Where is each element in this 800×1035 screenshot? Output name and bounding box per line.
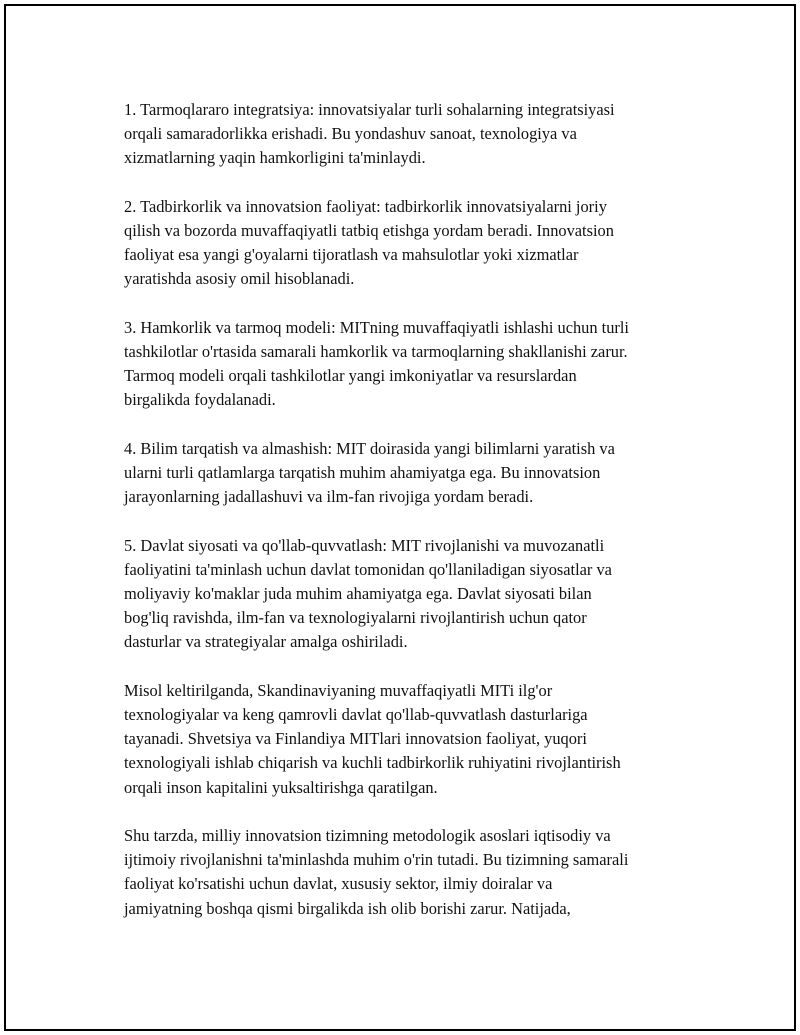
paragraph-6: Misol keltirilganda, Skandinaviyaning muvaffaqiyatli MITi ilg'or texnologiyalar va keng qamrovli davlat qo'llab-quvvatlash dasturlariga tayanadi. Shvetsiya va Finlandiya MITlari innovatsion faoliyat, yuqori texnologiyali ishlab chiqarish va kuchli tadbirkorlik ruhiyatini rivojlantirish orqali inson kapitalini yuksaltirishga qaratilgan. [124,680,621,797]
paragraph-4: 4. Bilim tarqatish va almashish: MIT doirasida yangi bilimlarni yaratish va ularni turli qatlamlarga tarqatish muhim ahamiyatga ega. Bu innovatsion jarayonlarning jadallashuvi va ilm-fan rivojiga yordam beradi. [124,438,615,507]
document-body [124,98,704,921]
paragraph-7: Shu tarzda, milliy innovatsion tizimning metodologik asoslari iqtisodiy va ijtimoiy rivojlanishni ta'minlashda muhim o'rin tutadi. Bu tizimning samarali faoliyat ko'rsatishi uchun davlat, xususiy sektor, ilmiy doiralar va jamiyatning boshqa qismi birgalikda ish olib borishi zarur. Natijada, [124,826,629,918]
page-border [4,4,796,1031]
paragraph-2: 2. Tadbirkorlik va innovatsion faoliyat: tadbirkorlik innovatsiyalarni joriy qilish va bozorda muvaffaqiyatli tatbiq etishga yordam beradi. Innovatsion faoliyat esa yangi g'oyalarni tijoratlash va mahsulotlar yoki xizmatlar yaratishda asosiy omil hisoblanadi. [124,196,614,289]
paragraph-1: 1. Tarmoqlararo integratsiya: innovatsiyalar turli sohalarning integratsiyasi orqali samaradorlikka erishadi. Bu yondashuv sanoat, texnologiya va xizmatlarning yaqin hamkorligini ta'minlaydi. [124,100,615,168]
paragraph-3: 3. Hamkorlik va tarmoq modeli: MITning muvaffaqiyatli ishlashi uchun turli tashkilotlar o'rtasida samarali hamkorlik va tarmoqlarning shakllanishi zarur. Tarmoq modeli orqali tashkilotlar yangi imkoniyatlar va resurslardan birgalikda foydalanadi. [124,317,629,410]
paragraph-5: 5. Davlat siyosati va qo'llab-quvvatlash: MIT rivojlanishi va muvozanatli faoliyatini ta'minlash uchun davlat tomonidan qo'llaniladigan siyosatlar va moliyaviy ko'maklar juda muhim ahamiyatga ega. Davlat siyosati bilan bog'liq ravishda, ilm-fan va texnologiyalarni rivojlantirish uchun qator dasturlar va strategiyalar amalga oshiriladi. [124,535,612,652]
